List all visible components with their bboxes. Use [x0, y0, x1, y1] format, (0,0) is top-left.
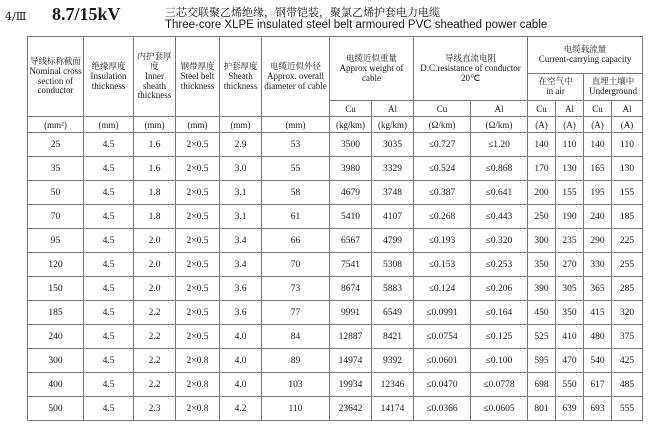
table-cell-inn: 1.8 [134, 181, 176, 205]
table-cell-rcu: ≤0.268 [414, 205, 471, 229]
table-cell-st: 2×0.5 [176, 229, 220, 253]
col-header-section: 导线标称截面 Nominal cross section of conductor [28, 37, 84, 117]
table-cell-wcu: 12887 [330, 325, 372, 349]
table-cell-ins: 4.5 [84, 325, 134, 349]
table-cell-st: 2×0.5 [176, 277, 220, 301]
table-cell-agal: 225 [612, 229, 643, 253]
col-header-underground: 直埋土壤中 Underground [584, 74, 643, 101]
table-cell-inn: 2.3 [134, 397, 176, 421]
table-cell-ral: ≤0.443 [471, 205, 528, 229]
table-row [28, 325, 643, 349]
table-cell-agcu: 165 [584, 157, 612, 181]
table-cell-aaal: 130 [556, 157, 584, 181]
table-cell-wal: 4799 [372, 229, 414, 253]
table-cell-ral: ≤0.206 [471, 277, 528, 301]
table-cell-d: 66 [262, 229, 330, 253]
table-cell-aaal: 350 [556, 301, 584, 325]
unit-cell: (kg/km) [330, 117, 372, 133]
table-cell-ins: 4.5 [84, 205, 134, 229]
units-row [28, 117, 643, 133]
table-cell-s: 50 [28, 181, 84, 205]
table-cell-aacu: 170 [528, 157, 556, 181]
col-header-in-air: 在空气中 in air [528, 74, 584, 101]
table-cell-agcu: 240 [584, 205, 612, 229]
table-cell-agcu: 693 [584, 397, 612, 421]
table-cell-wal: 6549 [372, 301, 414, 325]
table-cell-agcu: 480 [584, 325, 612, 349]
unit-cell: (mm) [220, 117, 262, 133]
table-cell-inn: 2.2 [134, 301, 176, 325]
table-cell-aaal: 270 [556, 253, 584, 277]
table-cell-st: 2×0.5 [176, 301, 220, 325]
table-cell-agal: 285 [612, 277, 643, 301]
table-cell-st: 2×0.8 [176, 349, 220, 373]
table-cell-aacu: 250 [528, 205, 556, 229]
table-cell-wal: 4107 [372, 205, 414, 229]
table-cell-aacu: 801 [528, 397, 556, 421]
table-cell-rcu: ≤0.0470 [414, 373, 471, 397]
col-header-steel-belt: 钢带厚度 Steel belt thickness [176, 37, 220, 117]
table-cell-agcu: 415 [584, 301, 612, 325]
table-cell-rcu: ≤0.193 [414, 229, 471, 253]
table-cell-agal: 110 [612, 133, 643, 157]
table-row [28, 277, 643, 301]
table-cell-aaal: 190 [556, 205, 584, 229]
table-cell-ins: 4.5 [84, 349, 134, 373]
table-cell-rcu: ≤0.0366 [414, 397, 471, 421]
unit-cell: (mm) [134, 117, 176, 133]
table-cell-ral: ≤0.0605 [471, 397, 528, 421]
table-cell-wcu: 8674 [330, 277, 372, 301]
table-cell-st: 2×0.8 [176, 373, 220, 397]
table-cell-ral: ≤0.0778 [471, 373, 528, 397]
unit-cell: (A) [584, 117, 612, 133]
table-cell-agcu: 617 [584, 373, 612, 397]
table-cell-st: 2×0.5 [176, 325, 220, 349]
unit-cell: (Ω/km) [414, 117, 471, 133]
table-cell-rcu: ≤0.124 [414, 277, 471, 301]
table-cell-agal: 320 [612, 301, 643, 325]
table-body [28, 133, 643, 421]
table-cell-aaal: 110 [556, 133, 584, 157]
table-cell-d: 70 [262, 253, 330, 277]
col-header-weight-cu: Cu [330, 101, 372, 117]
table-cell-agal: 255 [612, 253, 643, 277]
table-cell-sh: 3.6 [220, 277, 262, 301]
table-cell-wcu: 9991 [330, 301, 372, 325]
table-cell-agal: 425 [612, 349, 643, 373]
table-cell-wcu: 4679 [330, 181, 372, 205]
table-cell-wal: 3035 [372, 133, 414, 157]
unit-cell: (Ω/km) [471, 117, 528, 133]
unit-cell: (A) [612, 117, 643, 133]
table-cell-d: 58 [262, 181, 330, 205]
table-cell-d: 103 [262, 373, 330, 397]
table-cell-d: 89 [262, 349, 330, 373]
section-number: 4/Ⅲ [5, 10, 27, 23]
table-cell-aacu: 525 [528, 325, 556, 349]
table-cell-inn: 2.0 [134, 229, 176, 253]
table-cell-inn: 2.0 [134, 277, 176, 301]
table-cell-wal: 5308 [372, 253, 414, 277]
table-cell-wcu: 6567 [330, 229, 372, 253]
table-row [28, 157, 643, 181]
col-header-air-al: Al [556, 101, 584, 117]
table-cell-aaal: 155 [556, 181, 584, 205]
table-cell-sh: 3.1 [220, 205, 262, 229]
table-cell-ral: ≤0.641 [471, 181, 528, 205]
table-cell-wal: 3329 [372, 157, 414, 181]
table-cell-agcu: 330 [584, 253, 612, 277]
table-cell-s: 240 [28, 325, 84, 349]
table-cell-rcu: ≤0.524 [414, 157, 471, 181]
table-cell-agcu: 195 [584, 181, 612, 205]
table-cell-ins: 4.5 [84, 397, 134, 421]
table-cell-st: 2×0.5 [176, 181, 220, 205]
table-row [28, 205, 643, 229]
table-cell-sh: 4.0 [220, 349, 262, 373]
table-cell-agcu: 140 [584, 133, 612, 157]
table-cell-aacu: 140 [528, 133, 556, 157]
table-cell-s: 35 [28, 157, 84, 181]
col-header-resistance: 导线直流电阻 D.C.resistance of conductor 20℃ [414, 37, 528, 101]
table-cell-sh: 4.0 [220, 325, 262, 349]
table-row [28, 373, 643, 397]
table-cell-agal: 375 [612, 325, 643, 349]
table-cell-d: 55 [262, 157, 330, 181]
table-cell-sh: 3.4 [220, 229, 262, 253]
table-row [28, 301, 643, 325]
table-cell-ins: 4.5 [84, 229, 134, 253]
title-english: Three-core XLPE insulated steel belt armoured PVC sheathed power cable [165, 19, 548, 31]
table-cell-wal: 14174 [372, 397, 414, 421]
table-cell-aaal: 305 [556, 277, 584, 301]
table-cell-ral: ≤0.125 [471, 325, 528, 349]
table-cell-inn: 1.8 [134, 205, 176, 229]
table-cell-wcu: 5410 [330, 205, 372, 229]
col-header-insulation: 绝缘厚度 Insulation thickness [84, 37, 134, 117]
table-cell-wal: 12346 [372, 373, 414, 397]
table-cell-ral: ≤0.320 [471, 229, 528, 253]
table-cell-agal: 485 [612, 373, 643, 397]
table-cell-d: 53 [262, 133, 330, 157]
table-cell-ins: 4.5 [84, 133, 134, 157]
col-header-res-cu: Cu [414, 101, 471, 117]
table-cell-d: 84 [262, 325, 330, 349]
table-cell-ral: ≤0.868 [471, 157, 528, 181]
table-cell-ral: ≤0.253 [471, 253, 528, 277]
table-cell-st: 2×0.5 [176, 157, 220, 181]
table-cell-ins: 4.5 [84, 157, 134, 181]
table-cell-wal: 9392 [372, 349, 414, 373]
table-cell-inn: 2.2 [134, 325, 176, 349]
table-row [28, 133, 643, 157]
table-cell-wcu: 3500 [330, 133, 372, 157]
table-cell-rcu: ≤0.0754 [414, 325, 471, 349]
table-cell-sh: 3.6 [220, 301, 262, 325]
table-cell-aacu: 595 [528, 349, 556, 373]
table-cell-aacu: 698 [528, 373, 556, 397]
table-cell-agal: 185 [612, 205, 643, 229]
table-cell-aaal: 639 [556, 397, 584, 421]
table-cell-s: 185 [28, 301, 84, 325]
col-header-diameter: 电缆近似外径 Approx. overall diameter of cable [262, 37, 330, 117]
table-cell-agal: 555 [612, 397, 643, 421]
table-cell-aacu: 300 [528, 229, 556, 253]
table-cell-sh: 4.2 [220, 397, 262, 421]
table-cell-aacu: 450 [528, 301, 556, 325]
table-cell-wcu: 19934 [330, 373, 372, 397]
table-cell-s: 70 [28, 205, 84, 229]
table-cell-sh: 3.0 [220, 157, 262, 181]
table-cell-inn: 2.0 [134, 253, 176, 277]
table-cell-wal: 8421 [372, 325, 414, 349]
table-cell-aaal: 470 [556, 349, 584, 373]
table-cell-aaal: 550 [556, 373, 584, 397]
col-header-ground-cu: Cu [584, 101, 612, 117]
unit-cell: (mm²) [28, 117, 84, 133]
table-cell-agal: 130 [612, 157, 643, 181]
table-cell-wcu: 3980 [330, 157, 372, 181]
table-row [28, 349, 643, 373]
col-header-weight-al: Al [372, 101, 414, 117]
table-cell-agcu: 290 [584, 229, 612, 253]
table-cell-s: 120 [28, 253, 84, 277]
unit-cell: (mm) [176, 117, 220, 133]
unit-cell: (mm) [262, 117, 330, 133]
table-row [28, 181, 643, 205]
table-cell-d: 73 [262, 277, 330, 301]
table-cell-d: 61 [262, 205, 330, 229]
table-cell-inn: 2.2 [134, 349, 176, 373]
col-header-sheath: 护套厚度 Sheath thickness [220, 37, 262, 117]
col-header-inner-sheath: 内护套厚度 Inner sheath thickness [134, 37, 176, 117]
table-cell-s: 95 [28, 229, 84, 253]
table-cell-wcu: 14974 [330, 349, 372, 373]
table-cell-ral: ≤1.20 [471, 133, 528, 157]
table-cell-wcu: 23642 [330, 397, 372, 421]
table-cell-inn: 2.2 [134, 373, 176, 397]
table-cell-agal: 155 [612, 181, 643, 205]
table-cell-agcu: 540 [584, 349, 612, 373]
table-cell-s: 25 [28, 133, 84, 157]
table-row [28, 253, 643, 277]
table-cell-aacu: 200 [528, 181, 556, 205]
table-cell-st: 2×0.5 [176, 205, 220, 229]
table-cell-wal: 3748 [372, 181, 414, 205]
unit-cell: (mm) [84, 117, 134, 133]
table-row [28, 397, 643, 421]
table-cell-st: 2×0.5 [176, 253, 220, 277]
col-header-res-al: Al [471, 101, 528, 117]
table-cell-ins: 4.5 [84, 301, 134, 325]
table-cell-ral: ≤0.164 [471, 301, 528, 325]
table-cell-rcu: ≤0.727 [414, 133, 471, 157]
table-cell-aaal: 410 [556, 325, 584, 349]
table-cell-ins: 4.5 [84, 253, 134, 277]
table-row [28, 229, 643, 253]
table-cell-wal: 5883 [372, 277, 414, 301]
table-cell-aacu: 390 [528, 277, 556, 301]
col-header-ground-al: Al [612, 101, 643, 117]
table-cell-ins: 4.5 [84, 277, 134, 301]
table-cell-rcu: ≤0.387 [414, 181, 471, 205]
page-header [0, 0, 670, 36]
table-cell-rcu: ≤0.0991 [414, 301, 471, 325]
unit-cell: (kg/km) [372, 117, 414, 133]
col-header-air-cu: Cu [528, 101, 556, 117]
table-cell-sh: 3.1 [220, 181, 262, 205]
table-cell-aacu: 350 [528, 253, 556, 277]
table-cell-rcu: ≤0.0601 [414, 349, 471, 373]
table-cell-d: 110 [262, 397, 330, 421]
table-cell-wcu: 7541 [330, 253, 372, 277]
table-cell-st: 2×0.8 [176, 397, 220, 421]
table-cell-rcu: ≤0.153 [414, 253, 471, 277]
table-cell-st: 2×0.5 [176, 133, 220, 157]
table-cell-s: 150 [28, 277, 84, 301]
table-cell-sh: 3.4 [220, 253, 262, 277]
table-cell-aaal: 235 [556, 229, 584, 253]
col-header-current: 电缆载流量 Current-carrying capacity [528, 37, 643, 74]
unit-cell: (A) [528, 117, 556, 133]
table-cell-inn: 1.6 [134, 157, 176, 181]
table-cell-s: 300 [28, 349, 84, 373]
title-chinese: 三芯交联聚乙烯绝缘，钢带铠装，聚氯乙烯护套电力电缆 [165, 6, 440, 19]
table-cell-ral: ≤0.100 [471, 349, 528, 373]
table-cell-sh: 4.0 [220, 373, 262, 397]
table-cell-d: 77 [262, 301, 330, 325]
voltage-rating: 8.7/15kV [52, 4, 121, 24]
table-cell-ins: 4.5 [84, 181, 134, 205]
table-cell-agcu: 365 [584, 277, 612, 301]
col-header-weight: 电缆近似重量 Approx weight of cable [330, 37, 414, 101]
table-cell-inn: 1.6 [134, 133, 176, 157]
cable-spec-table [27, 36, 643, 421]
table-cell-ins: 4.5 [84, 373, 134, 397]
unit-cell: (A) [556, 117, 584, 133]
table-cell-s: 500 [28, 397, 84, 421]
table-cell-s: 400 [28, 373, 84, 397]
table-cell-sh: 2.9 [220, 133, 262, 157]
